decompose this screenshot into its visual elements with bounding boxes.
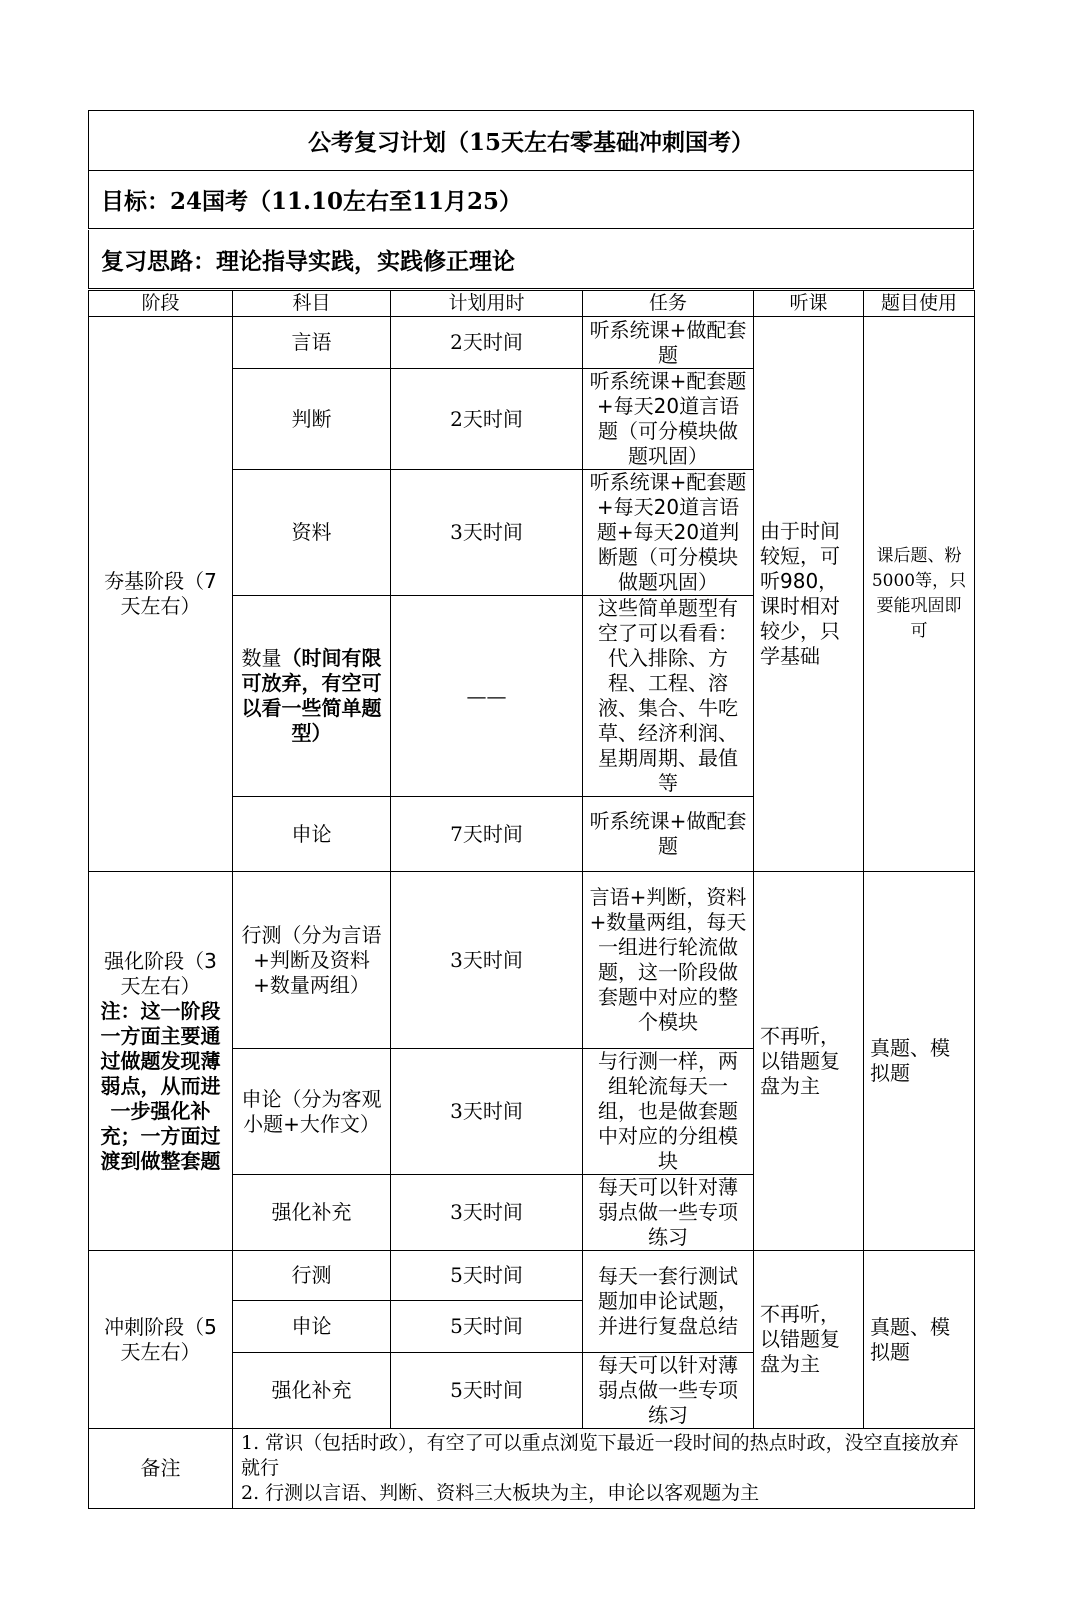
time-cell: 5天时间 bbox=[391, 1251, 583, 1301]
questions-cell: 真题、模拟题 bbox=[864, 1251, 975, 1429]
task-cell: 与行测一样，两组轮流每天一组，也是做套题中对应的分组模块 bbox=[583, 1049, 754, 1175]
header-time: 计划用时 bbox=[391, 291, 583, 317]
time-cell: 5天时间 bbox=[391, 1301, 583, 1353]
remarks-label: 备注 bbox=[89, 1429, 233, 1509]
listen-cell: 不再听，以错题复盘为主 bbox=[754, 1251, 864, 1429]
subject-cell: 强化补充 bbox=[233, 1175, 391, 1251]
stage-foundation: 夯基阶段（7天左右） bbox=[89, 317, 233, 872]
header-listen: 听课 bbox=[754, 291, 864, 317]
time-cell: 5天时间 bbox=[391, 1353, 583, 1429]
subject-cell: 申论 bbox=[233, 1301, 391, 1353]
stage-name: 强化阶段（3天左右） bbox=[104, 948, 217, 998]
task-cell: 听系统课+做配套题 bbox=[583, 797, 754, 872]
table-header-row bbox=[89, 291, 975, 317]
table-row bbox=[89, 1251, 975, 1301]
task-cell: 每天可以针对薄弱点做一些专项练习 bbox=[583, 1175, 754, 1251]
study-plan-table bbox=[88, 290, 975, 1509]
task-cell: 每天一套行测试题加申论试题，并进行复盘总结 bbox=[583, 1251, 754, 1353]
task-cell: 听系统课+配套题+每天20道言语题+每天20道判断题（可分模块做题巩固） bbox=[583, 470, 754, 596]
listen-cell: 不再听，以错题复盘为主 bbox=[754, 872, 864, 1251]
questions-cell: 课后题、粉5000等，只要能巩固即可 bbox=[864, 317, 975, 872]
subject-cell: 强化补充 bbox=[233, 1353, 391, 1429]
time-cell: 3天时间 bbox=[391, 1175, 583, 1251]
header-stage: 阶段 bbox=[89, 291, 233, 317]
stage-sprint: 冲刺阶段（5天左右） bbox=[89, 1251, 233, 1429]
task-cell: 这些简单题型有空了可以看看：代入排除、方程、工程、溶液、集合、牛吃草、经济利润、星期周期、最值等 bbox=[583, 596, 754, 797]
table-row bbox=[89, 317, 975, 369]
subject-cell: 申论（分为客观小题+大作文） bbox=[233, 1049, 391, 1175]
subject-cell: 言语 bbox=[233, 317, 391, 369]
remarks-row bbox=[89, 1429, 975, 1509]
remarks-content bbox=[233, 1429, 975, 1509]
subject-cell: 行测（分为言语+判断及资料+数量两组） bbox=[233, 872, 391, 1049]
header-subject: 科目 bbox=[233, 291, 391, 317]
time-cell: 2天时间 bbox=[391, 317, 583, 369]
questions-cell: 真题、模拟题 bbox=[864, 872, 975, 1251]
subject-main: 数量 bbox=[241, 646, 282, 670]
subject-cell: 资料 bbox=[233, 470, 391, 596]
time-cell: 3天时间 bbox=[391, 872, 583, 1049]
time-cell: 3天时间 bbox=[391, 1049, 583, 1175]
task-cell: 听系统课+做配套题 bbox=[583, 317, 754, 369]
approach-row: 复习思路：理论指导实践，实践修正理论 bbox=[88, 230, 974, 289]
stage-note: 注：这一阶段一方面主要通过做题发现薄弱点，从而进一步强化补充；一方面过渡到做整套题 bbox=[100, 998, 221, 1173]
subject-cell: 行测 bbox=[233, 1251, 391, 1301]
time-cell: 3天时间 bbox=[391, 470, 583, 596]
subject-cell: 判断 bbox=[233, 369, 391, 470]
task-cell: 每天可以针对薄弱点做一些专项练习 bbox=[583, 1353, 754, 1429]
task-cell: 言语+判断，资料+数量两组，每天一组进行轮流做题，这一阶段做套题中对应的整个模块 bbox=[583, 872, 754, 1049]
time-cell: —— bbox=[391, 596, 583, 797]
header-questions: 题目使用 bbox=[864, 291, 975, 317]
stage-intensive bbox=[89, 872, 233, 1251]
listen-cell: 由于时间较短，可听980，课时相对较少，只学基础 bbox=[754, 317, 864, 872]
table-row bbox=[89, 872, 975, 1049]
remark-item: 2. 行测以言语、判断、资料三大板块为主，申论以客观题为主 bbox=[241, 1482, 760, 1504]
time-cell: 7天时间 bbox=[391, 797, 583, 872]
time-cell: 2天时间 bbox=[391, 369, 583, 470]
header-task: 任务 bbox=[583, 291, 754, 317]
subject-cell bbox=[233, 596, 391, 797]
task-cell: 听系统课+配套题+每天20道言语题（可分模块做题巩固） bbox=[583, 369, 754, 470]
remark-item: 1. 常识（包括时政），有空了可以重点浏览下最近一段时间的热点时政，没空直接放弃就行 bbox=[241, 1432, 959, 1479]
subject-cell: 申论 bbox=[233, 797, 391, 872]
subject-note: （时间有限可放弃，有空可以看一些简单题型） bbox=[241, 646, 382, 745]
document-title: 公考复习计划（15天左右零基础冲刺国考） bbox=[88, 110, 974, 171]
goal-row: 目标：24国考（11.10左右至11月25） bbox=[88, 170, 974, 229]
